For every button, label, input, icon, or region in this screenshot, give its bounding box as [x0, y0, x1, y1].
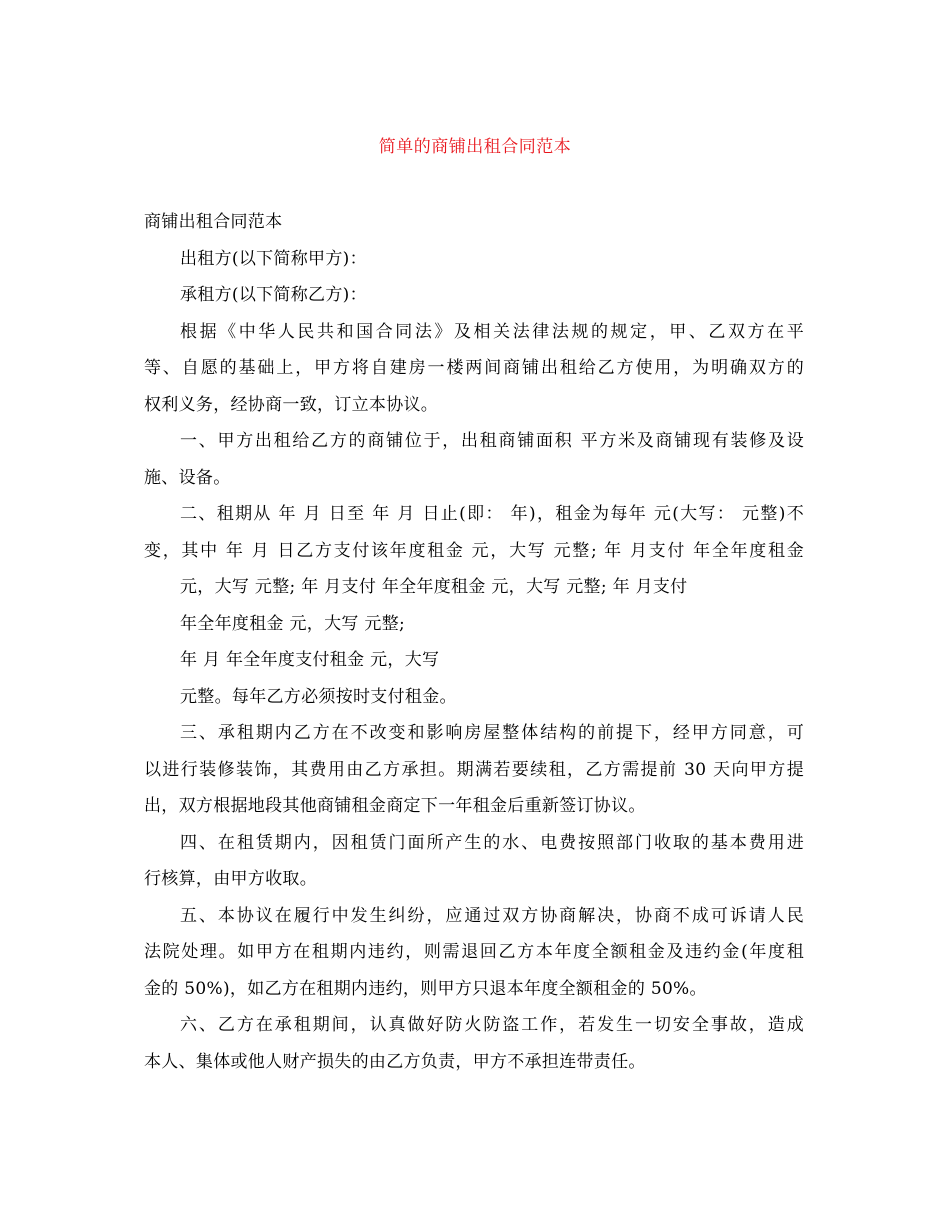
text-line: 年全年度租金 元，大写 元整;: [180, 613, 406, 634]
document-title: 简单的商铺出租合同范本: [378, 137, 572, 157]
text-line: 四、在租赁期内，因租赁门面所产生的水、电费按照部门收取的基本费用进: [180, 832, 804, 853]
text-line: 年 月 年全年度支付租金 元，大写: [180, 650, 440, 670]
text-line: 根据《中华人民共和国合同法》及相关法律法规的规定，甲、乙双方在平: [180, 321, 804, 342]
text-line: 一、甲方出租给乙方的商铺位于，出租商铺面积 平方米及商铺现有装修及设: [180, 431, 804, 451]
text-line: 金的 50%)，如乙方在租期内违约，则甲方只退本年度全额租金的 50%。: [144, 978, 707, 999]
text-line: 五、本协议在履行中发生纠纷，应通过双方协商解决，协商不成可诉请人民: [180, 905, 804, 926]
text-line: 出租方(以下简称甲方)：: [180, 248, 367, 269]
text-line: 三、承租期内乙方在不改变和影响房屋整体结构的前提下，经甲方同意，可: [180, 723, 804, 743]
document-body: [144, 204, 804, 1080]
text-line: 二、租期从 年 月 日至 年 月 日止(即： 年)，租金为每年 元(大写： 元整)不: [180, 504, 804, 524]
text-line: 商铺出租合同范本: [144, 212, 283, 232]
text-line: 元整。每年乙方必须按时支付租金。: [180, 686, 457, 707]
text-line: 行核算，由甲方收取。: [144, 869, 317, 889]
text-line: 施、设备。: [144, 467, 231, 488]
text-line: 承租方(以下简称乙方)：: [180, 285, 367, 305]
text-line: 元，大写 元整; 年 月支付 年全年度租金 元，大写 元整; 年 月支付: [180, 577, 688, 597]
text-line: 六、乙方在承租期间，认真做好防火防盗工作，若发生一切安全事故，造成: [180, 1015, 804, 1035]
text-line: 等、自愿的基础上，甲方将自建房一楼两间商铺出租给乙方使用，为明确双方的: [144, 358, 804, 378]
text-line: 权利义务，经协商一致，订立本协议。: [144, 394, 439, 415]
text-line: 本人、集体或他人财产损失的由乙方负责，甲方不承担连带责任。: [144, 1051, 646, 1072]
text-line: 以进行装修装饰，其费用由乙方承担。期满若要续租，乙方需提前 30 天向甲方提: [144, 759, 804, 780]
text-line: 出，双方根据地段其他商铺租金商定下一年租金后重新签订协议。: [144, 796, 646, 816]
text-line: 变，其中 年 月 日乙方支付该年度租金 元，大写 元整; 年 月支付 年全年度租金: [144, 540, 804, 561]
text-line: 法院处理。如甲方在租期内违约，则需退回乙方本年度全额租金及违约金(年度租: [144, 942, 804, 962]
